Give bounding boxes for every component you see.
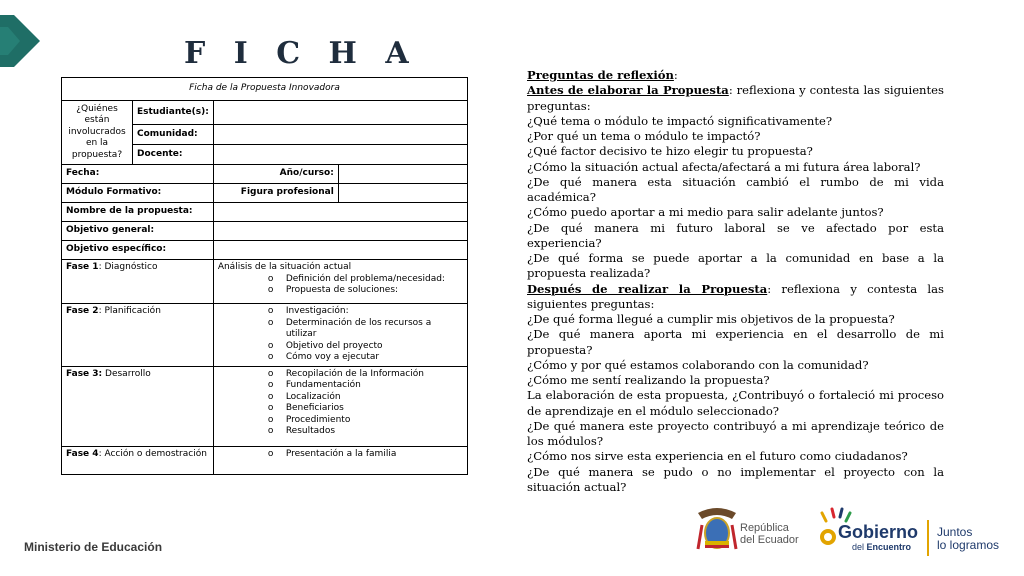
phase-3-content xyxy=(213,366,467,446)
question: ¿Cómo la situación actual afecta/afectará a mi futura área laboral? xyxy=(527,159,921,174)
community-label: Comunidad: xyxy=(133,125,214,145)
proposal-name-field[interactable] xyxy=(213,203,467,222)
phase-1-label: Fase 1: Diagnóstico xyxy=(62,260,214,304)
proposal-form-table xyxy=(61,77,468,475)
list-item: o Resultados xyxy=(268,426,463,438)
juntos-slogan: Juntos lo logramos xyxy=(937,525,1000,552)
decorative-arrow-icon xyxy=(0,15,40,67)
specific-objective-field[interactable] xyxy=(213,241,467,260)
logo-divider xyxy=(927,520,929,556)
coat-of-arms-icon xyxy=(696,505,738,557)
question: ¿De qué manera aporta mi experiencia en el desarrollo de mi propuesta? xyxy=(527,327,944,357)
question: ¿De qué manera esta situación cambió el rumbo de mi vida académica? xyxy=(527,174,944,204)
specific-objective-label: Objetivo específico: xyxy=(62,241,214,260)
question: ¿Qué factor decisivo te hizo elegir tu propuesta? xyxy=(527,144,813,159)
phase-4-content xyxy=(213,446,467,474)
general-objective-field[interactable] xyxy=(213,222,467,241)
proposal-name-label: Nombre de la propuesta: xyxy=(62,203,214,222)
profile-field[interactable] xyxy=(338,184,467,203)
phase-2-content xyxy=(213,304,467,367)
student-label: Estudiante(s): xyxy=(133,101,214,125)
page-title: F I C H A xyxy=(184,36,418,71)
question: ¿Cómo y por qué estamos colaborando con la comunidad? xyxy=(527,357,869,372)
date-label: Fecha: xyxy=(62,165,214,184)
reflection-questions xyxy=(527,68,944,495)
list-item: o Fundamentación xyxy=(268,380,463,392)
question: ¿Qué tema o módulo te impactó significativamente? xyxy=(527,113,833,128)
year-field[interactable] xyxy=(338,165,467,184)
profile-label: Figura profesional xyxy=(213,184,338,203)
module-label: Módulo Formativo: xyxy=(62,184,214,203)
question: ¿Cómo puedo aportar a mi medio para salir adelante juntos? xyxy=(527,205,884,220)
before-intro: Antes de elaborar la Propuesta: reflexiona y contesta las siguientes preguntas: xyxy=(527,83,944,113)
question: La elaboración de esta propuesta, ¿Contribuyó o fortaleció mi proceso de aprendizaje en el módulo seleccionado? xyxy=(527,388,944,418)
teacher-label: Docente: xyxy=(133,145,214,165)
phase-3-label: Fase 3: Desarrollo xyxy=(62,366,214,446)
table-header: Ficha de la Propuesta Innovadora xyxy=(62,78,468,101)
gobierno-logo-text: Gobierno xyxy=(838,522,918,542)
list-item: o Investigación: xyxy=(268,306,463,318)
list-item: o Recopilación de la Información xyxy=(268,369,463,381)
list-item: o Objetivo del proyecto xyxy=(268,341,463,353)
list-item: o Beneficiarios xyxy=(268,403,463,415)
list-item: o Localización xyxy=(268,392,463,404)
question: ¿De qué manera se pudo o no implementar el proyecto con la situación actual? xyxy=(527,464,944,494)
question: ¿De qué manera este proyecto contribuyó a mi aprendizaje teórico de los módulos? xyxy=(527,418,944,448)
reflection-heading: Preguntas de reflexión: xyxy=(527,68,678,82)
question: ¿De qué forma se puede aportar a la comunidad en base a la propuesta realizada? xyxy=(527,251,944,281)
list-item: o Determinación de los recursos a utilizar xyxy=(268,318,463,341)
question: ¿Por qué un tema o módulo te impactó? xyxy=(527,129,761,143)
who-label: ¿Quiénes están involucrados en la propuesta? xyxy=(62,101,133,165)
general-objective-label: Objetivo general: xyxy=(62,222,214,241)
after-intro: Después de realizar la Propuesta: reflexiona y contesta las siguientes preguntas: xyxy=(527,281,944,311)
list-item: o Definición del problema/necesidad: xyxy=(268,274,463,286)
list-item: o Presentación a la familia xyxy=(268,449,463,461)
question: ¿Cómo nos sirve esta experiencia en el futuro como ciudadanos? xyxy=(527,449,908,464)
list-item: o Propuesta de soluciones: xyxy=(268,285,463,297)
student-field[interactable] xyxy=(213,101,467,125)
community-field[interactable] xyxy=(213,125,467,145)
list-item: o Cómo voy a ejecutar xyxy=(268,352,463,364)
question: ¿Cómo me sentí realizando la propuesta? xyxy=(527,373,770,387)
gobierno-sub-text: del Encuentro xyxy=(852,542,912,552)
phase-1-heading: Análisis de la situación actual xyxy=(217,262,352,272)
question: ¿De qué forma llegué a cumplir mis objetivos de la propuesta? xyxy=(527,312,895,326)
list-item: o Procedimiento xyxy=(268,415,463,427)
question: ¿De qué manera mi futuro laboral se ve afectado por esta experiencia? xyxy=(527,220,944,250)
year-label: Año/curso: xyxy=(213,165,338,184)
phase-4-label: Fase 4: Acción o demostración xyxy=(62,446,214,474)
ministry-logo-text: Ministerio de Educación xyxy=(24,540,163,554)
phase-1-content xyxy=(213,260,467,304)
teacher-field[interactable] xyxy=(213,145,467,165)
phase-2-label: Fase 2: Planificación xyxy=(62,304,214,367)
republica-logo-text: República del Ecuador xyxy=(740,522,799,546)
